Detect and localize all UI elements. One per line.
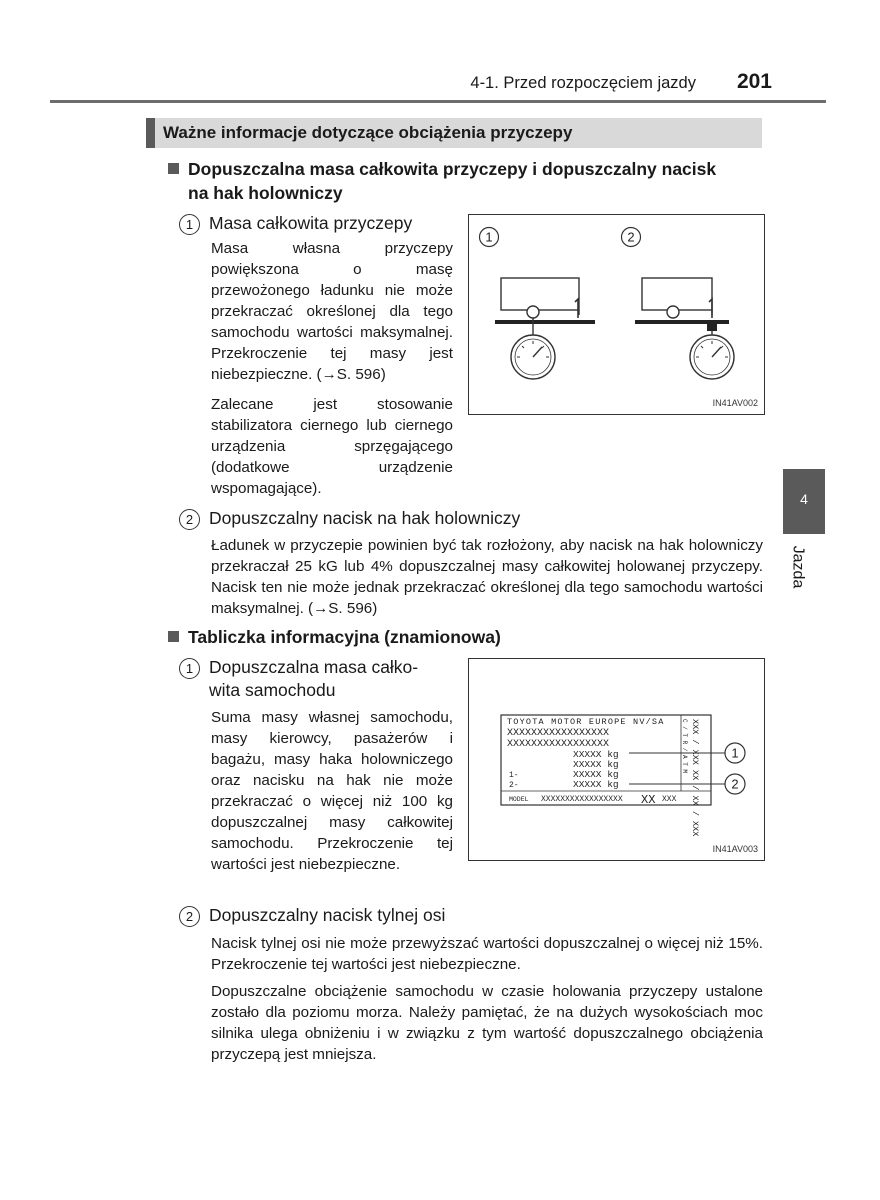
plate-model-big: XX <box>641 793 656 807</box>
plate-side-right: XXX / XXX XX / XX / XXX <box>690 719 700 837</box>
plate-line: XXXXXXXXXXXXXXXXX <box>507 728 610 739</box>
block1-heading-line1: Dopuszczalna masa całkowita przyczepy i dopuszczalny nacisk <box>188 159 717 179</box>
figure-label-2: 2 <box>731 776 739 792</box>
gauge-left-icon <box>511 335 555 379</box>
plate-axle: 1- <box>509 771 519 780</box>
chapter-tab-label-text: Jazda <box>789 545 807 589</box>
item-title <box>209 656 453 702</box>
circled-number: 1 <box>179 658 200 679</box>
figure-code: IN41AV003 <box>712 844 758 854</box>
trailer-right-icon <box>635 278 729 337</box>
block2-heading: Tabliczka informacyjna (znamionowa) <box>188 627 501 647</box>
item-title: Dopuszczalny nacisk tylnej osi <box>209 905 446 925</box>
plate-model-label: MODEL <box>509 796 529 803</box>
figure-label-2: 2 <box>627 229 635 245</box>
item-title-line1: Dopuszczalna masa całko- <box>209 657 419 677</box>
figure-label-1: 1 <box>485 229 493 245</box>
plate-kg: XXXXX kg <box>573 769 619 780</box>
item-paragraph: Ładunek w przyczepie powinien być tak rozłożony, aby nacisk na hak holowniczy przekraczał 25 kG lub 4% dopuszczalnej masy całkowitej holowanej przyczepy. Nacisk ten nie może jednak przekraczać określonej dla tego samochodu wartości maksymalnej. (→S. 596) <box>211 537 763 617</box>
section-accent <box>146 118 155 148</box>
chapter-tab-number: 4 <box>800 491 808 507</box>
plate-kg: XXXXX kg <box>573 779 619 790</box>
item-paragraph: Dopuszczalne obciążenie samochodu w czasie holowania przyczepy ustalone zostało dla poziomu morza. Należy pamiętać, że na dużych wysokościach moc silnika ulega obniżeniu i w związku z tym wartość dopuszczalnego obciążenia przyczepą jest mniejsza. <box>211 983 763 1063</box>
info-plate-illustration <box>469 659 764 860</box>
chapter-tab <box>783 469 825 534</box>
item-paragraph: Masa własna przyczepy powiększona o masę przewożonego ładunku nie może przekraczać określonej dla tego samochodu wartości maksymalnej. Przekroczenie tej masy jest niebezpieczne. (→S. 596) <box>211 240 453 383</box>
plate-model-value: XXXXXXXXXXXXXXXXX <box>541 795 623 804</box>
chapter-title: 4-1. Przed rozpoczęciem jazdy <box>470 74 696 92</box>
section-title-bar <box>146 118 762 148</box>
info-plate-figure <box>468 658 765 861</box>
figure-code: IN41AV002 <box>712 398 758 408</box>
item-paragraph: Nacisk tylnej osi nie może przewyższać wartości dopuszczalnej o więcej niż 15%. Przekroczenie tej wartości jest niebezpieczne. <box>211 935 763 973</box>
figure-label-1: 1 <box>731 745 739 761</box>
item-title: Masa całkowita przyczepy <box>209 213 413 233</box>
plate-kg: XXXXX kg <box>573 759 619 770</box>
chapter-tab-label <box>786 540 816 600</box>
heading-square-icon <box>168 163 179 174</box>
item-paragraph: Suma masy własnej samochodu, masy kierowcy, pasażerów i bagażu, masy haka holowniczego oraz nacisku na hak nie może przekraczać o więcej niż 100 kg dopuszczalnej masy całkowitej samochodu. Przekroczenie tej wartości jest niebezpieczne. <box>211 709 453 873</box>
plate-axle: 2- <box>509 781 519 790</box>
circled-number: 1 <box>179 214 200 235</box>
plate-model-tail: XXX <box>662 795 677 804</box>
header-rule <box>50 100 826 103</box>
circled-number: 2 <box>179 906 200 927</box>
item-paragraph: Zalecane jest stosowanie stabilizatora ciernego lub ciernego urządzenia sprzęgającego (dodatkowe urządzenie wspomagające). <box>211 396 453 497</box>
plate-side-left: C / T R / A T M <box>681 719 688 774</box>
plate-maker: TOYOTA MOTOR EUROPE NV/SA <box>507 717 665 727</box>
plate-kg: XXXXX kg <box>573 749 619 760</box>
item-title-line2: wita samochodu <box>209 680 336 700</box>
circled-number: 2 <box>179 509 200 530</box>
section-title: Ważne informacje dotyczące obciążenia przyczepy <box>163 123 573 142</box>
gauge-right-icon <box>690 335 734 379</box>
heading-square-icon <box>168 631 179 642</box>
block1-heading-line2: na hak holowniczy <box>188 183 343 203</box>
trailer-illustration <box>469 215 764 414</box>
trailer-figure <box>468 214 765 415</box>
plate-line: XXXXXXXXXXXXXXXXX <box>507 739 610 750</box>
item-title: Dopuszczalny nacisk na hak holowniczy <box>209 508 521 528</box>
page-number: 201 <box>736 70 772 93</box>
block1-heading <box>188 157 768 205</box>
trailer-left-icon <box>495 278 595 335</box>
